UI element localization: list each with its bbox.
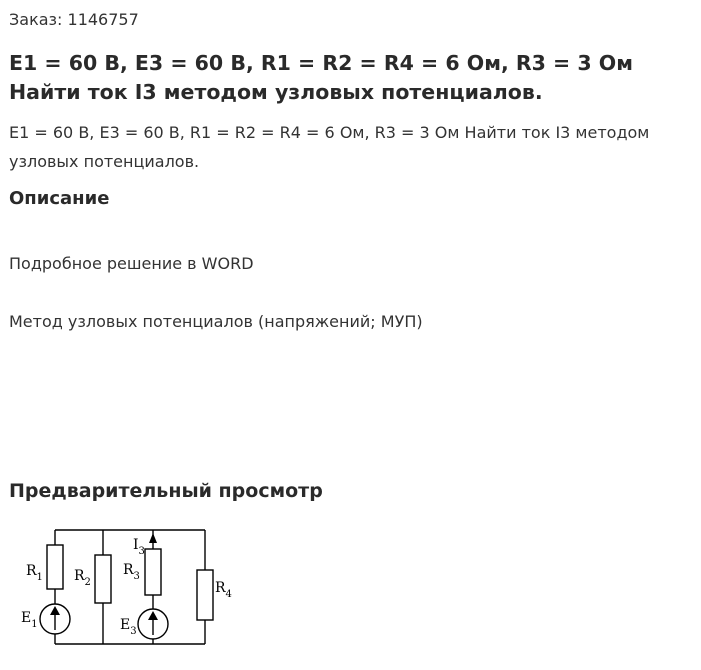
label-r3: $R_3$	[123, 562, 140, 582]
label-e1: $E_1$	[21, 610, 38, 630]
resistor-r3	[145, 549, 161, 595]
label-i3: $I_3$	[133, 537, 145, 557]
short-description: E1 = 60 В, E3 = 60 В, R1 = R2 = R4 = 6 Ом, R3 = 3 Ом Найти ток I3 методом узловых потенциалов.	[9, 123, 650, 171]
resistor-r4	[197, 570, 213, 620]
label-r1: $R_1$	[26, 563, 43, 583]
description-paragraph: Метод узловых потенциалов (напряжений; МУП)	[9, 312, 423, 331]
page-title: E1 = 60 В, E3 = 60 В, R1 = R2 = R4 = 6 Ом, R3 = 3 Ом Найти ток I3 методом узловых потенциалов.	[9, 51, 633, 104]
label-e3: $E_3$	[120, 617, 137, 637]
order-number: Заказ: 1146757	[9, 10, 139, 29]
resistor-r2	[95, 555, 111, 603]
description-paragraph: Подробное решение в WORD	[9, 254, 254, 273]
current-arrow-icon	[149, 533, 157, 543]
label-r2: $R_2$	[74, 568, 91, 588]
circuit-diagram-preview	[10, 520, 260, 660]
resistor-r1	[47, 545, 63, 589]
label-r4: $R_4$	[215, 580, 232, 600]
description-heading: Описание	[9, 188, 110, 209]
preview-heading: Предварительный просмотр	[9, 480, 323, 502]
